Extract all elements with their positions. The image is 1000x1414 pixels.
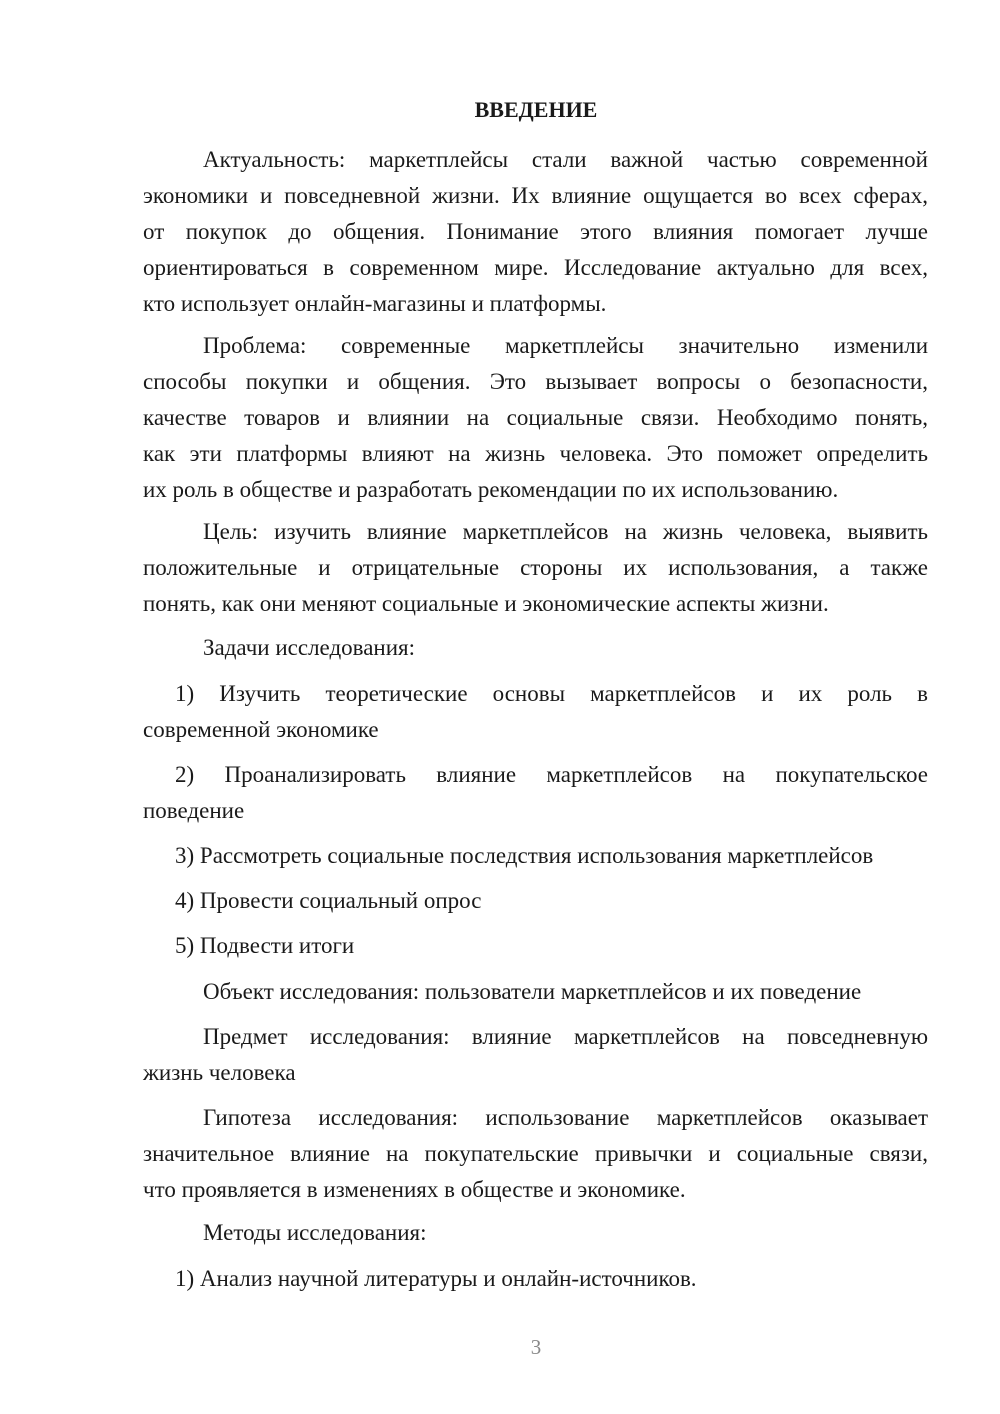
- text-line: от покупок до общения. Понимание этого влияния помогает лучше: [143, 219, 928, 244]
- page-number: 3: [530, 1335, 542, 1359]
- text-line: Проблема: современные маркетплейсы значительно изменили: [203, 333, 928, 358]
- methods-heading: Методы исследования:: [203, 1220, 427, 1245]
- task-item: 4) Провести социальный опрос: [175, 888, 482, 913]
- text-line: Предмет исследования: влияние маркетплейсов на повседневную: [203, 1024, 928, 1049]
- text-line: экономики и повседневной жизни. Их влияние ощущается во всех сферах,: [143, 183, 928, 208]
- text-line: что проявляется в изменениях в обществе и экономике.: [143, 1177, 686, 1202]
- text-line: Актуальность: маркетплейсы стали важной частью современной: [203, 147, 928, 172]
- task-item: [143, 676, 928, 748]
- subject-paragraph: [143, 1019, 928, 1091]
- tasks-heading: Задачи исследования:: [203, 635, 416, 660]
- method-item: 1) Анализ научной литературы и онлайн-источников.: [175, 1266, 697, 1291]
- text-line: кто использует онлайн-магазины и платформы.: [143, 291, 607, 316]
- text-line: как эти платформы влияют на жизнь человека. Это поможет определить: [143, 441, 928, 466]
- problem-paragraph: [143, 328, 928, 508]
- text-line: значительное влияние на покупательские привычки и социальные связи,: [143, 1141, 928, 1166]
- text-line: их роль в обществе и разработать рекомендации по их использованию.: [143, 477, 839, 502]
- text-line: ориентироваться в современном мире. Исследование актуально для всех,: [143, 255, 928, 280]
- text-line: поведение: [143, 798, 245, 823]
- text-line: 1) Изучить теоретические основы маркетплейсов и их роль в: [175, 681, 928, 706]
- page-title: ВВЕДЕНИЕ: [474, 97, 598, 122]
- goal-paragraph: [143, 514, 928, 622]
- text-line: 2) Проанализировать влияние маркетплейсов на покупательское: [175, 762, 928, 787]
- object-paragraph: Объект исследования: пользователи маркетплейсов и их поведение: [203, 979, 862, 1004]
- text-line: жизнь человека: [143, 1060, 296, 1085]
- task-item: [143, 757, 928, 829]
- text-line: Цель: изучить влияние маркетплейсов на жизнь человека, выявить: [203, 519, 928, 544]
- task-item: 3) Рассмотреть социальные последствия использования маркетплейсов: [175, 843, 874, 868]
- text-line: качестве товаров и влиянии на социальные связи. Необходимо понять,: [143, 405, 928, 430]
- relevance-paragraph: [143, 142, 928, 322]
- text-line: Гипотеза исследования: использование маркетплейсов оказывает: [203, 1105, 928, 1130]
- hypothesis-paragraph: [143, 1100, 928, 1208]
- task-item: 5) Подвести итоги: [175, 933, 355, 958]
- text-line: положительные и отрицательные стороны их использования, а также: [143, 555, 928, 580]
- text-line: современной экономике: [143, 717, 379, 742]
- text-line: способы покупки и общения. Это вызывает вопросы о безопасности,: [143, 369, 928, 394]
- text-line: понять, как они меняют социальные и экономические аспекты жизни.: [143, 591, 829, 616]
